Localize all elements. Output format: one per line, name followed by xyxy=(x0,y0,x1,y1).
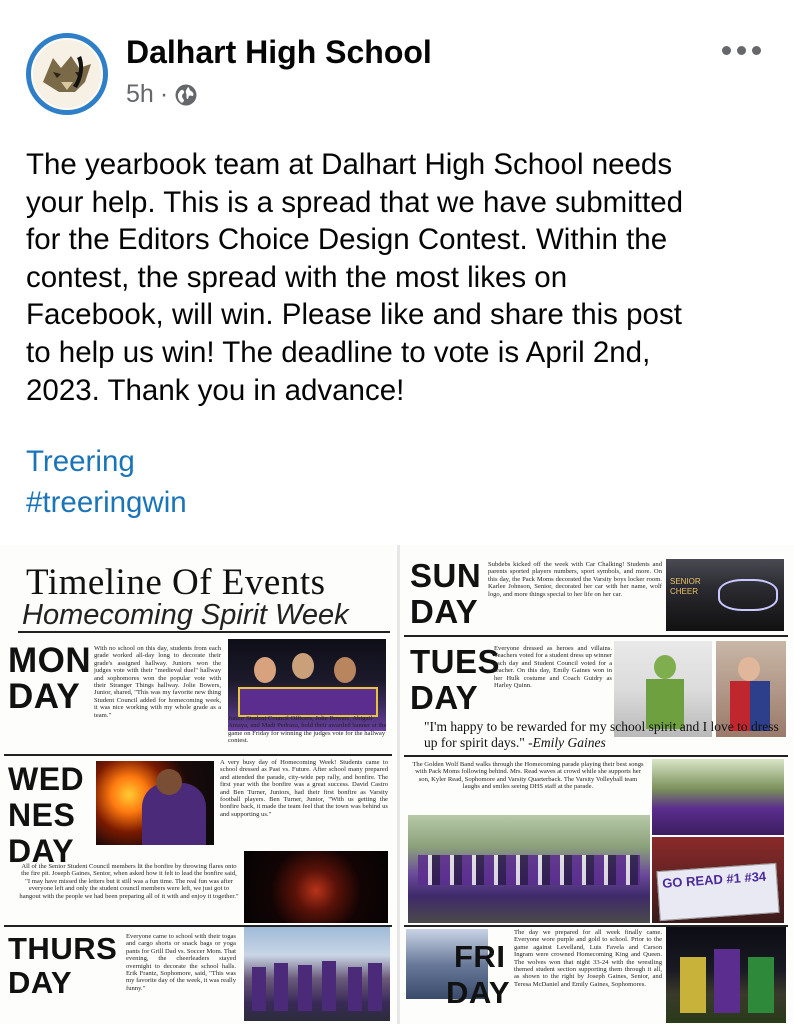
parade-sign: GO READ #1 #34 xyxy=(656,863,779,921)
thursday-story: Everyone came to school with their togas and cargo shorts or snack bags or yoga pants for Grill Dad vs. Soccer Mom. That evening, the cheerleaders stayed overnight to decorate the school halls. Erik Frantz, Sophomore, said, "This was my favorite day of the week, it was really funny." xyxy=(126,933,236,992)
globe-icon[interactable] xyxy=(174,83,198,107)
car-chalking-photo xyxy=(666,559,784,631)
post-line: 2023. Thank you in advance! xyxy=(26,373,405,407)
wednesday-story: A very busy day of Homecoming Week! Students came to school dressed as Past vs. Future. After school many prepared and attended the parade, city-wide pep rally, and bonfire. The first year with the bonfire was a great success. David Castro and Ben Turner, Juniors, had their first bonfire as Varsity football players. Ben Turner, Junior, "With us getting the bonfire back, it made the team feel that the town was behind us and supporting us." xyxy=(220,759,388,818)
dot-icon xyxy=(722,46,731,55)
tuesday-word-1: TUES xyxy=(410,643,501,680)
spread-subtitle: Homecoming Spirit Week xyxy=(22,599,349,631)
monday-word-1: MON xyxy=(8,641,92,680)
bonfire-photo xyxy=(244,851,388,923)
car-chalk-text: SENIOR CHEER xyxy=(670,577,701,596)
friday-word-2: DAY xyxy=(446,975,511,1010)
volleyball-team-photo xyxy=(652,759,784,835)
post-header xyxy=(0,0,794,130)
wednesday-word-1: WED xyxy=(8,761,85,797)
parade-car-photo xyxy=(652,837,784,923)
post-line: to help us win! The deadline to vote is April 2nd, xyxy=(26,335,651,369)
hashtag-link[interactable]: #treeringwin xyxy=(26,486,187,519)
treering-link[interactable]: Treering xyxy=(26,445,135,478)
thursday-word-2: DAY xyxy=(8,965,73,1000)
bonfire-players-photo xyxy=(96,761,214,845)
friday-story: The day we prepared for all week finally came. Everyone wore purple and gold to school. Prior to the game against Levelland, Luis Favela and Carson Ingram were crowned Homecoming King and Queen. The wolves won that night 33-24 with the wrestling themed student section supporting them through it all, as shown to the right by Joseph Gaines, Senior, and Teresa McDaniel and Emily Gaines, Sophomores. xyxy=(514,929,662,988)
tuesday-story: Everyone dressed as heroes and villains. Teachers voted for a student dress up winner each day and Student Council voted for a teacher. On this day, Emily Gaines won in her Hulk costume and Coach Guidry as Harley Quinn. xyxy=(494,645,612,690)
student-section-photo xyxy=(666,927,786,1023)
post-line: contest, the spread with the most likes on xyxy=(26,260,568,294)
post-line: your help. This is a spread that we have submitted xyxy=(26,185,684,219)
monday-caption: Junior Student Council Officers, Jolie Bowers, Abigail Amaya, and Madi Pedraza, hold their awarded banner at the game on Friday for winning the judges vote for the hallway contest. xyxy=(228,715,387,745)
monday-word-2: DAY xyxy=(8,677,81,716)
thursday-cheer-photo xyxy=(244,927,390,1021)
sunday-word-1: SUN xyxy=(410,557,482,594)
monday-story: With no school on this day, students from each grade worked all-day long to decorate their grade's assigned hallway. Juniors won the judges vote with their "medieval duel" hallway and sophomores won the popular vote with their Stranger Things hallway. Jolie Bowers, Junior, shared, "This was my favorite new thing Student Council added for homecoming week, it was nice working with my whole grade as a team." xyxy=(94,645,221,719)
thursday-word-1: THURS xyxy=(8,931,118,966)
parade-story: The Golden Wolf Band walks through the Homecoming parade playing their best songs with Pack Moms following behind. Mrs. Read waves at crowd while she supports her son, Kyler Read, Sophomore and Varsity Quarterback. The Varsity Volleyball team laughs and smiles seeing DHS staff at the parade. xyxy=(412,761,644,791)
tuesday-word-2: DAY xyxy=(410,679,479,716)
friday-word-1: FRI xyxy=(454,939,506,974)
wolf-logo-icon xyxy=(31,38,103,110)
dot-icon xyxy=(752,46,761,55)
rule-divider xyxy=(404,635,788,637)
post-meta xyxy=(126,80,198,109)
quote-author: -Emily Gaines xyxy=(528,735,606,750)
post-message xyxy=(26,146,776,409)
quote-text: "I'm happy to be rewarded for my school spirit and I love to dress up for spirit days." xyxy=(424,719,779,750)
wednesday-word-2: NES xyxy=(8,797,76,833)
rule-divider xyxy=(4,754,392,756)
sunday-word-2: DAY xyxy=(410,593,479,630)
rule-divider xyxy=(18,631,390,633)
post-line: Facebook, will win. Please like and share this post xyxy=(26,298,682,332)
post-line: The yearbook team at Dalhart High School needs xyxy=(26,148,673,181)
wednesday-caption: All of the Senior Student Council members lit the bonfire by throwing flares onto the fire pit. Joseph Gaines, Senior, when asked how it felt to lead the bonfire said, "I may have missed the letters but it still was a fun time. The real fun was after everyone left and only the student council members were left, we just got to hangout with the people we had been preparing all of it with and enjoy it together." xyxy=(19,863,239,900)
more-options-button[interactable] xyxy=(718,38,764,62)
post-time[interactable]: 5h xyxy=(126,80,154,108)
spread-title: Timeline Of Events xyxy=(26,562,326,603)
dot-icon xyxy=(737,46,746,55)
page-avatar[interactable] xyxy=(26,33,108,115)
page-name[interactable]: Dalhart High School xyxy=(126,34,432,70)
post-line: for the Editors Choice Design Contest. Within the xyxy=(26,223,668,257)
parade-band-photo xyxy=(408,815,650,923)
yearbook-spread-image[interactable] xyxy=(0,545,794,1024)
sunday-story: Subdebs kicked off the week with Car Chalking! Students and parents sported players numbers, sport symbols, and more. On this day, the Pack Moms decorated the Varsity boys locker room. Karlee Johnson, Senior, decorated her car with her name, wolf logo, and more things special to her life on her car. xyxy=(488,561,662,598)
meta-separator: · xyxy=(159,80,169,108)
page-gutter xyxy=(397,545,400,1024)
rule-divider xyxy=(404,755,788,757)
wednesday-word-3: DAY xyxy=(8,833,75,869)
tuesday-quote xyxy=(424,719,788,751)
